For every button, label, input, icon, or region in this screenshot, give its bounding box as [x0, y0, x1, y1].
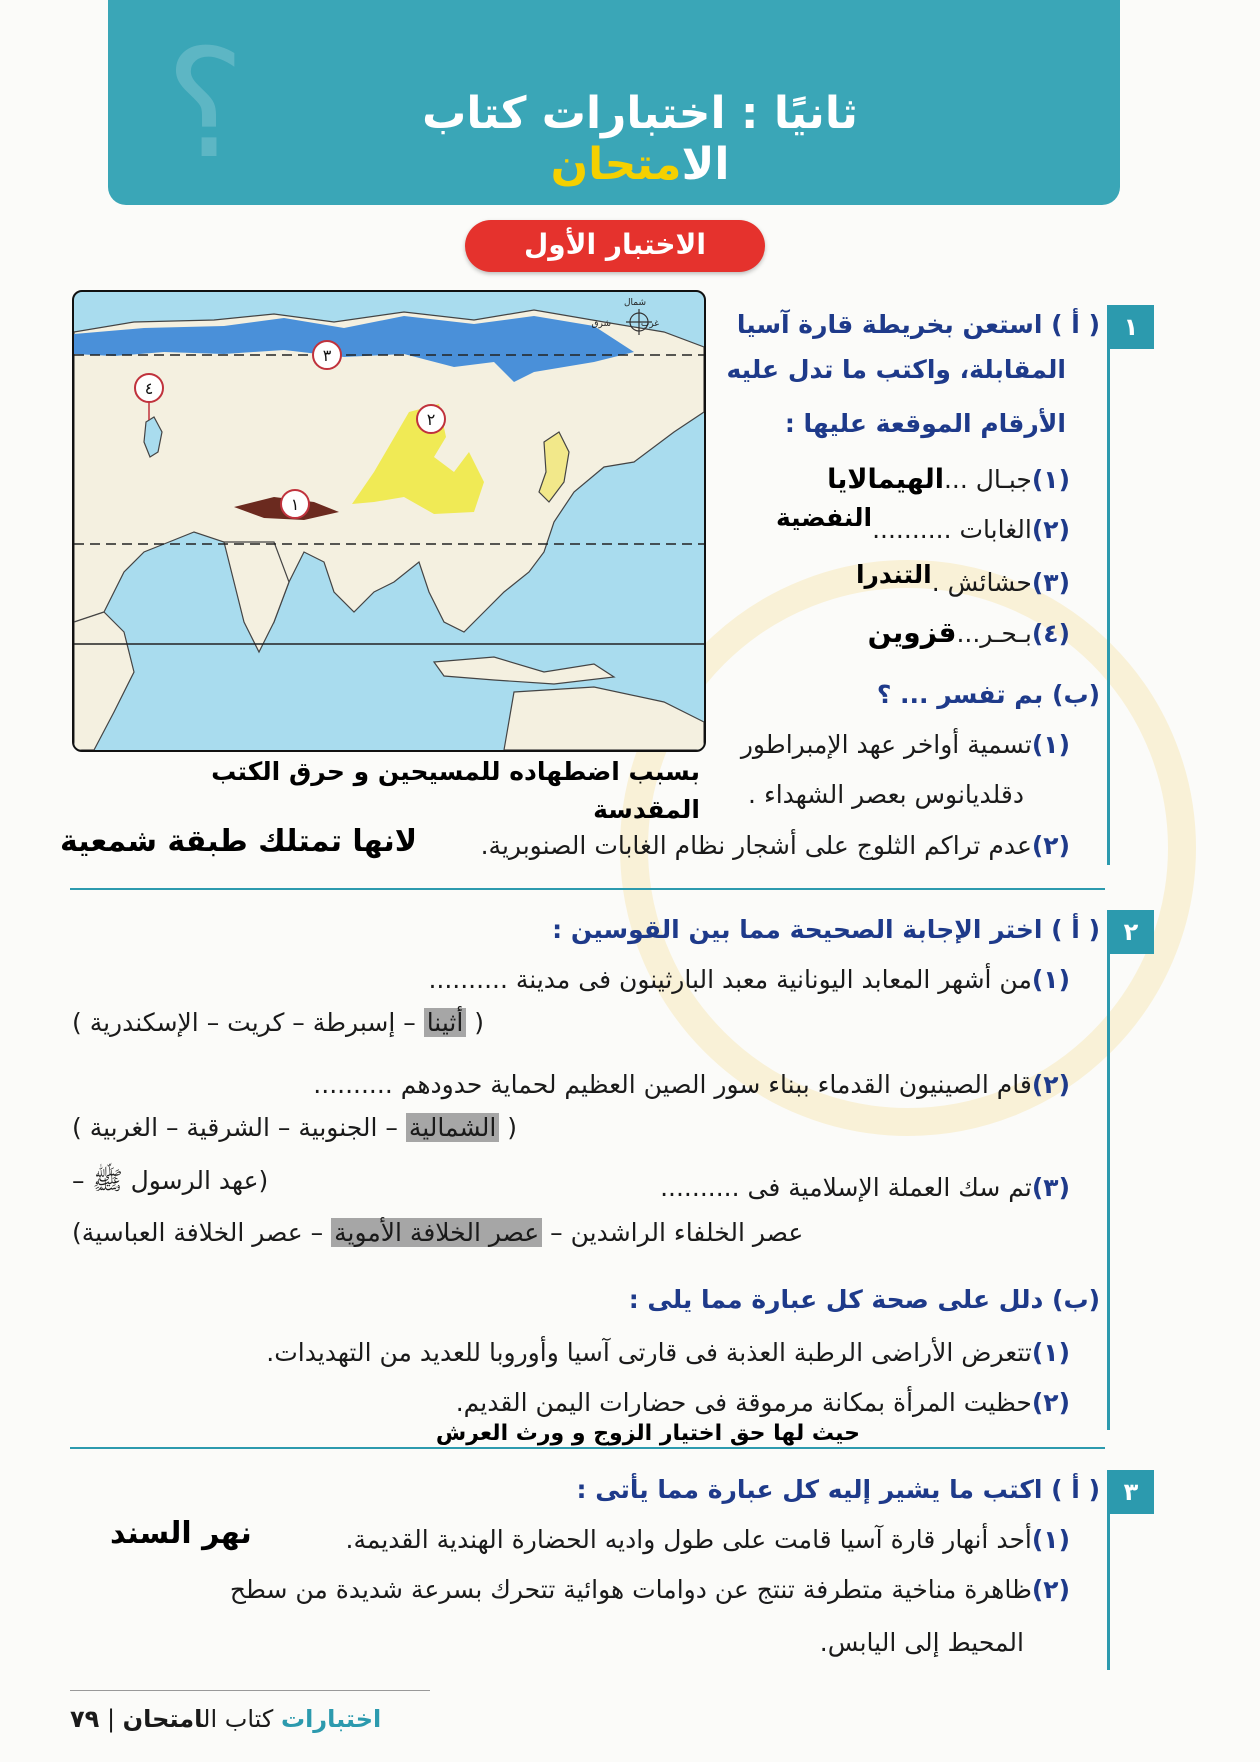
q1-b-item-1-line1: (١)تسمية أواخر عهد الإمبراطور: [740, 730, 1070, 759]
map-marker-1: [281, 490, 309, 518]
land-australia: [504, 687, 704, 750]
q2-b-answer-2: حيث لها حق اختيار الزوج و ورث العرش: [435, 1421, 860, 1446]
q1-b-answer-1: بسبب اضطهاده للمسيحين و حرق الكتب: [211, 757, 700, 786]
asia-map-svg: [74, 292, 704, 750]
q1-item-3: (٣)حشائش .التندرا: [855, 560, 1070, 597]
q1-answer-4: قزوين: [867, 616, 957, 649]
page-number: ٧٩: [70, 1705, 100, 1733]
q2-item-1-selected: أثينا: [424, 1008, 467, 1037]
q2-item-3-selected: عصر الخلافة الأموية: [331, 1218, 542, 1247]
q1-a-line1: ( أ ) استعن بخريطة قارة آسيا: [736, 310, 1100, 339]
footer-label-bold: امتحان: [122, 1705, 204, 1733]
q2-item-2-options: ( الشمالية – الجنوبية – الشرقية – الغربية ): [72, 1113, 518, 1142]
land-indonesia: [434, 657, 614, 684]
q1-item-2: (٢)الغابات ..........النفضية: [775, 503, 1070, 544]
land-india: [224, 542, 289, 652]
asia-map: [72, 290, 706, 752]
map-east-label: شرق: [591, 319, 611, 329]
footer-rule: [70, 1690, 430, 1691]
land-africa: [74, 612, 134, 750]
page-title-accent: امتحان: [550, 139, 682, 190]
footer-label-rest: كتاب ال: [203, 1705, 281, 1733]
map-west-label: غرب: [640, 319, 659, 329]
q2-item-3-option-1: (عهد الرسول ﷺ –: [72, 1166, 269, 1195]
q2-item-3: (٣)تم سك العملة الإسلامية فى ..........: [660, 1173, 1070, 1202]
svg-text:٤: ٤: [144, 379, 154, 398]
page-title-main: ثانيًا : اختبارات كتاب ال: [422, 88, 858, 190]
question-3-rule: [1107, 1470, 1110, 1670]
question-number-2: ٢: [1108, 910, 1154, 954]
page-title: [330, 88, 950, 190]
map-marker-2: [417, 405, 445, 433]
q1-answer-2: النفضية: [775, 503, 873, 532]
q3-item-2-line2: المحيط إلى اليابس.: [819, 1628, 1024, 1657]
q3-a-heading: ( أ ) اكتب ما يشير إليه كل عبارة مما يأتى :: [576, 1475, 1100, 1504]
section-divider-2: [70, 1447, 1105, 1449]
q1-a-line2: المقابلة، واكتب ما تدل عليه: [726, 355, 1066, 384]
q2-item-1-options: ( أثينا – إسبرطة – كريت – الإسكندرية ): [72, 1008, 484, 1037]
q2-b-item-2: (٢)حظيت المرأة بمكانة مرموقة فى حضارات اليمن القديم.: [455, 1388, 1070, 1417]
q1-b-item-2: (٢)عدم تراكم الثلوج على أشجار نظام الغابات الصنوبرية.: [480, 831, 1070, 860]
q2-b-item-1: (١)تتعرض الأراضى الرطبة العذبة فى قارتى آسيا وأوروبا للعديد من التهديدات.: [266, 1338, 1070, 1367]
question-2-rule: [1107, 910, 1110, 1430]
q2-item-3-options: عصر الخلفاء الراشدين – عصر الخلافة الأموية – عصر الخلافة العباسية): [72, 1218, 804, 1247]
q2-a-heading: ( أ ) اختر الإجابة الصحيحة مما بين القوسين :: [552, 915, 1100, 944]
q1-item-4: (٤)بـحـر...قزوين: [867, 616, 1070, 649]
q2-item-2-selected: الشمالية: [406, 1113, 500, 1142]
q1-answer-1: الهيمالايا: [827, 464, 944, 495]
q2-b-heading: (ب) دلل على صحة كل عبارة مما يلى :: [628, 1285, 1100, 1314]
svg-text:٢: ٢: [426, 410, 436, 429]
question-number-1: ١: [1108, 305, 1154, 349]
q1-item-1: (١)جبـال ...الهيمالايا: [827, 464, 1070, 495]
map-north-label: شمال: [623, 298, 646, 308]
svg-text:٣: ٣: [322, 346, 332, 365]
q1-answer-3: التندرا: [855, 560, 932, 589]
q1-b-answer-1-line2: المقدسة: [593, 795, 700, 824]
q3-item-1: (١)أحد أنهار قارة آسيا قامت على طول واديه الحضارة الهندية القديمة.: [345, 1525, 1070, 1554]
q1-a-line3: الأرقام الموقعة عليها :: [784, 409, 1066, 438]
q3-answer-1: نهر السند: [110, 1516, 252, 1551]
q1-b-heading: (ب) بم تفسر ... ؟: [876, 680, 1100, 709]
page-footer: [70, 1705, 470, 1733]
q2-item-1: (١)من أشهر المعابد اليونانية معبد البارثينون فى مدينة ..........: [428, 965, 1070, 994]
footer-separator: |: [106, 1705, 116, 1733]
test-title-badge: الاختبار الأول: [465, 220, 765, 272]
question-mark-icon: ؟: [165, 18, 245, 192]
q1-b-answer-2: لانها تمتلك طبقة شمعية: [60, 824, 418, 859]
section-divider-1: [70, 888, 1105, 890]
svg-text:١: ١: [290, 495, 300, 514]
question-number-3: ٣: [1108, 1470, 1154, 1514]
question-1-rule: [1107, 305, 1110, 865]
q3-item-2: (٢)ظاهرة مناخية متطرفة تنتج عن دوامات هوائية تتحرك بسرعة شديدة من سطح: [229, 1575, 1070, 1604]
footer-label-teal: اختبارات: [280, 1705, 382, 1733]
q2-item-2: (٢)قام الصينيون القدماء ببناء سور الصين العظيم لحماية حدودهم ..........: [313, 1070, 1070, 1099]
q1-b-item-1-line2: دقلديانوس بعصر الشهداء .: [748, 780, 1024, 809]
map-marker-3: [313, 341, 341, 369]
